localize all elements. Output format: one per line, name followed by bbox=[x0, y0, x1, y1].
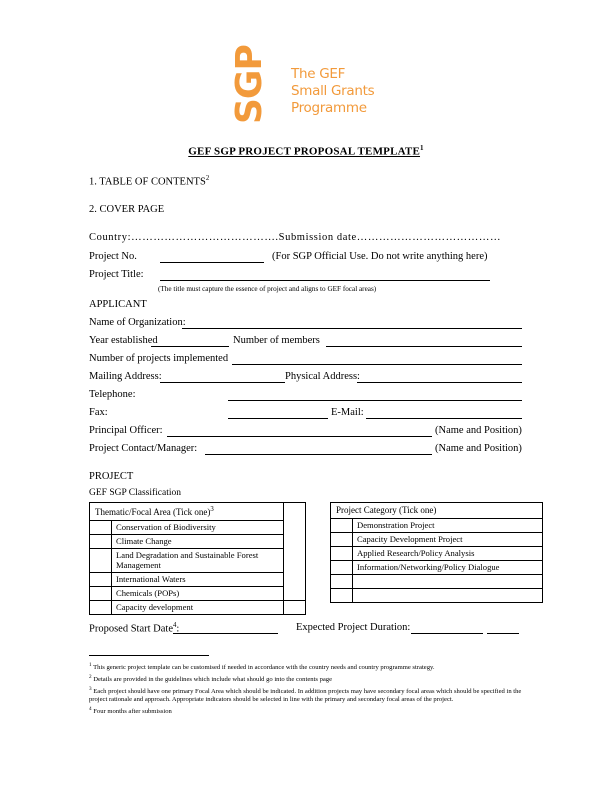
project-no-note: (For SGP Official Use. Do not write anything here) bbox=[272, 251, 488, 262]
name-of-organization-label: Name of Organization: bbox=[89, 317, 186, 328]
focal-area-tick-0[interactable] bbox=[90, 520, 112, 534]
table-row bbox=[90, 520, 306, 534]
table-row bbox=[331, 547, 543, 561]
focal-area-header bbox=[90, 503, 284, 521]
project-category-label-2: Applied Research/Policy Analysis bbox=[353, 547, 543, 561]
project-contact-field[interactable] bbox=[205, 443, 432, 456]
logo-line-2: Small Grants bbox=[291, 83, 375, 99]
focal-area-label-5: Capacity development bbox=[112, 600, 284, 614]
footnote-3 bbox=[89, 685, 523, 705]
toc-footnote-ref: 2 bbox=[205, 175, 210, 182]
table-row bbox=[90, 572, 306, 586]
project-category-tick-5[interactable] bbox=[331, 589, 353, 603]
focal-area-tick-5[interactable] bbox=[90, 600, 112, 614]
proposed-start-date-label: Proposed Start Date$^4$: bbox=[89, 622, 180, 635]
proposed-start-date-field[interactable] bbox=[173, 622, 278, 635]
focal-area-tick-4[interactable] bbox=[90, 586, 112, 600]
table-row bbox=[331, 519, 543, 533]
fax-label: Fax: bbox=[89, 407, 108, 418]
footnote-4 bbox=[89, 705, 523, 717]
project-category-tick-4[interactable] bbox=[331, 575, 353, 589]
mailing-address-field[interactable] bbox=[160, 371, 285, 384]
project-category-label-5 bbox=[353, 589, 543, 603]
project-category-table bbox=[330, 502, 543, 603]
project-title-note: (The title must capture the essence of project and aligns to GEF focal areas) bbox=[158, 285, 377, 293]
focal-area-table bbox=[89, 502, 306, 615]
table-row bbox=[90, 600, 306, 614]
focal-area-label-0: Conservation of Biodiversity bbox=[112, 520, 284, 534]
section-table-of-contents bbox=[89, 175, 209, 188]
email-field[interactable] bbox=[366, 407, 522, 420]
mailing-address-label: Mailing Address: bbox=[89, 371, 162, 382]
project-category-label-0: Demonstration Project bbox=[353, 519, 543, 533]
footnote-separator bbox=[89, 655, 209, 656]
principal-officer-note: (Name and Position) bbox=[435, 425, 522, 436]
focal-area-spacer-cell bbox=[284, 503, 306, 601]
telephone-label: Telephone: bbox=[89, 389, 136, 400]
project-contact-note: (Name and Position) bbox=[435, 443, 522, 454]
project-category-label-4 bbox=[353, 575, 543, 589]
project-title-label: Project Title: bbox=[89, 269, 144, 280]
focal-area-label-1: Climate Change bbox=[112, 534, 284, 548]
table-row bbox=[90, 586, 306, 600]
footnote-3-text: Each project should have one primary Focal Area which should be indicated. In addition projects may have secondary focal areas which should be specified in the project rationale and approach. Appropriate indicators should be selected in line with the primary and secondary focal areas of the project. bbox=[89, 687, 522, 704]
gef-sgp-classification-label: GEF SGP Classification bbox=[89, 488, 182, 498]
document-title bbox=[0, 144, 612, 158]
footnote-1-text: This generic project template can be customised if needed in accordance with the country needs and country programme strategy. bbox=[93, 664, 435, 672]
focal-area-label-2: Land Degradation and Sustainable Forest Management bbox=[112, 548, 284, 572]
year-established-label: Year established bbox=[89, 335, 158, 346]
year-established-field[interactable] bbox=[151, 335, 229, 348]
principal-officer-label: Principal Officer: bbox=[89, 425, 163, 436]
project-category-tick-0[interactable] bbox=[331, 519, 353, 533]
project-category-tick-2[interactable] bbox=[331, 547, 353, 561]
footnote-4-text: Four months after submission bbox=[93, 708, 172, 716]
focal-area-tick-3[interactable] bbox=[90, 572, 112, 586]
start-date-footnote-ref: 4 bbox=[173, 622, 177, 629]
footnote-2-marker: 2 bbox=[89, 673, 92, 680]
applicant-heading: APPLICANT bbox=[89, 299, 147, 310]
logo-line-1: The GEF bbox=[291, 66, 346, 82]
section-cover-page: 2. COVER PAGE bbox=[89, 204, 165, 215]
footnote-2 bbox=[89, 673, 523, 685]
table-row bbox=[331, 533, 543, 547]
number-of-members-label: Number of members bbox=[233, 335, 320, 346]
project-category-tick-1[interactable] bbox=[331, 533, 353, 547]
focal-area-header-text: Thematic/Focal Area (Tick one) bbox=[95, 507, 211, 517]
focal-area-spacer-cell-bottom bbox=[284, 600, 306, 614]
footnotes-block bbox=[89, 661, 523, 717]
table-row bbox=[90, 548, 306, 572]
expected-duration-label: Expected Project Duration: bbox=[296, 622, 411, 633]
telephone-field[interactable] bbox=[228, 389, 522, 402]
footnote-1-marker: 1 bbox=[89, 662, 92, 668]
email-label: E-Mail: bbox=[331, 407, 364, 418]
project-category-label-3: Information/Networking/Policy Dialogue bbox=[353, 561, 543, 575]
focal-area-tick-2[interactable] bbox=[90, 548, 112, 572]
project-no-label: Project No. bbox=[89, 251, 137, 262]
table-row bbox=[331, 561, 543, 575]
physical-address-field[interactable] bbox=[357, 371, 522, 384]
toc-heading-text: 1. TABLE OF CONTENTS bbox=[89, 176, 206, 188]
sgp-logo-wordmark bbox=[291, 66, 374, 117]
document-title-text: GEF SGP PROJECT PROPOSAL TEMPLATE bbox=[188, 145, 421, 158]
sgp-logo bbox=[229, 45, 375, 142]
project-no-field[interactable] bbox=[160, 251, 264, 264]
focal-area-footnote-ref: 3 bbox=[210, 506, 214, 513]
project-category-label-1: Capacity Development Project bbox=[353, 533, 543, 547]
footnote-2-text: Details are provided in the guidelines which include what should go into the contents page bbox=[93, 675, 333, 683]
country-submission-date-line: Country:………………………………….Submission date………………………………… bbox=[89, 232, 502, 243]
number-of-members-field[interactable] bbox=[326, 335, 522, 348]
sgp-logo-mark: SGP bbox=[229, 45, 270, 124]
table-row bbox=[331, 589, 543, 603]
footnote-4-marker: 4 bbox=[89, 705, 92, 712]
fax-field[interactable] bbox=[228, 407, 328, 420]
table-row bbox=[90, 534, 306, 548]
project-heading: PROJECT bbox=[89, 471, 134, 482]
proposed-start-date-text: Proposed Start Date bbox=[89, 623, 173, 635]
project-title-field[interactable] bbox=[160, 269, 490, 282]
table-row bbox=[90, 503, 306, 521]
project-category-header: Project Category (Tick one) bbox=[331, 503, 543, 519]
focal-area-label-3: International Waters bbox=[112, 572, 284, 586]
footnote-1 bbox=[89, 661, 523, 673]
focal-area-label-4: Chemicals (POPs) bbox=[112, 586, 284, 600]
project-contact-label: Project Contact/Manager: bbox=[89, 443, 198, 454]
focal-area-tick-1[interactable] bbox=[90, 534, 112, 548]
logo-line-3: Programme bbox=[291, 100, 367, 116]
table-row bbox=[331, 503, 543, 519]
title-footnote-ref: 1 bbox=[420, 144, 424, 152]
name-of-organization-field[interactable] bbox=[182, 317, 522, 330]
project-category-tick-3[interactable] bbox=[331, 561, 353, 575]
footnote-3-marker: 3 bbox=[89, 685, 92, 692]
number-of-projects-field[interactable] bbox=[232, 353, 522, 366]
expected-duration-field[interactable] bbox=[411, 622, 519, 635]
table-row bbox=[331, 575, 543, 589]
number-of-projects-label: Number of projects implemented bbox=[89, 353, 229, 364]
physical-address-label: Physical Address: bbox=[285, 371, 360, 382]
principal-officer-field[interactable] bbox=[167, 425, 432, 438]
